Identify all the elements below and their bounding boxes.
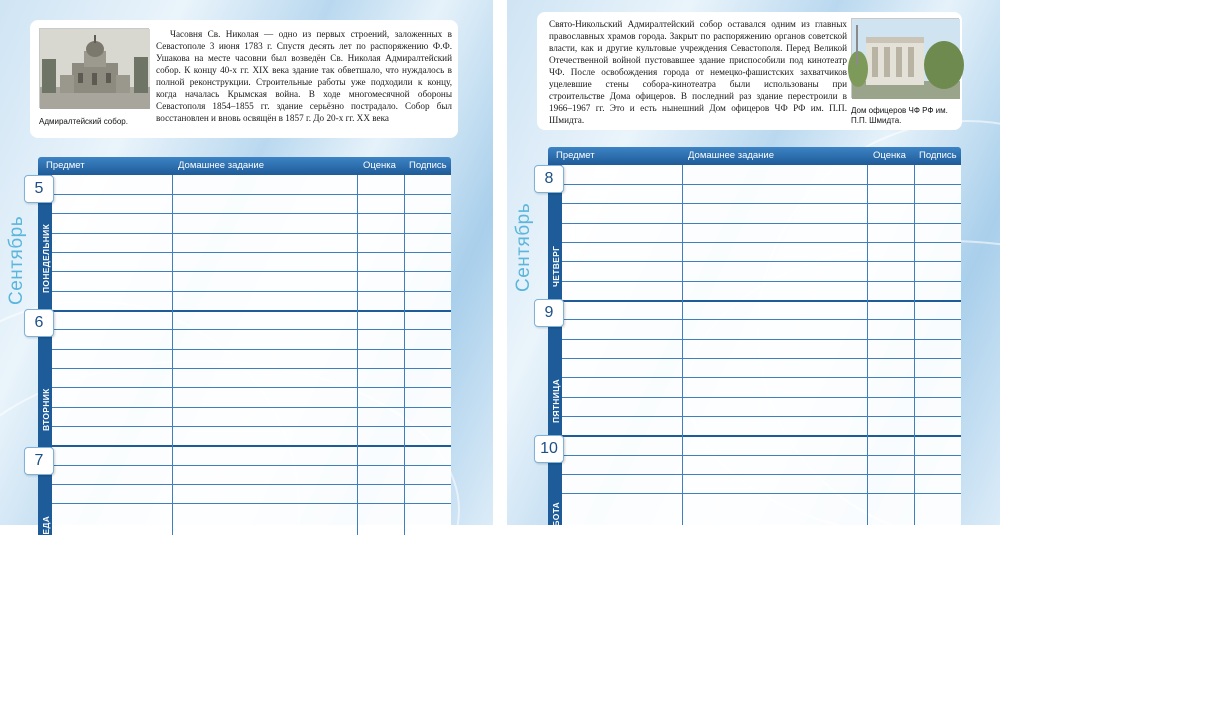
day-number-8: 8 bbox=[534, 165, 564, 193]
cathedral-photo bbox=[39, 28, 149, 108]
history-text: Свято-Никольский Адмиралтейский собор оставался одним из главных православных храмов города. Закрыт по распоряжению органов советской власти, как и другие культовые учреждения Севастополя. Перед Великой Отечественной войной пустовавшее здание приспособили под кинотеатр ЧФ. После освобождения города от немецко-фашистских захватчиков уцелевшие стены собора-кинотеатра были использованы при строительстве Дома офицеров. В последний раз здание перестроили в 1966–1967 гг. Это и есть нынешний Дом офицеров ЧФ РФ им. П.П. Шмидта. bbox=[549, 19, 847, 125]
history-text: Часовня Св. Николая — одно из первых строений, заложенных в Севастополе 3 июня 1783 г. Спустя десять лет по распоряжению Ф.Ф. Ушакова на месте часовни был возведён Св. Николая Адмиралтейский собор. К концу 40-х гг. XIX века здание так обветшало, что нуждалось в полной реконструкции. Строительные работы уже подходили к концу, когда началась Крымская война. В ходе многомесячной обороны Севастополя 1854–1855 гг. здание серьёзно пострадало. Собор был восстановлен и вновь освящён в 1857 г. До 20-х гг. XX века bbox=[156, 29, 452, 123]
day-label-monday: ПОНЕДЕЛЬНИК bbox=[41, 223, 51, 293]
column-signature: Подпись bbox=[409, 160, 447, 171]
photo-caption: Дом офицеров ЧФ РФ им. П.П. Шмидта. bbox=[851, 106, 948, 125]
day-label-wednesday: СРЕДА bbox=[41, 515, 51, 547]
day-label-friday: ПЯТНИЦА bbox=[551, 378, 561, 423]
info-panel bbox=[30, 20, 458, 138]
officers-house-photo bbox=[851, 18, 959, 98]
column-subject: Предмет bbox=[46, 160, 85, 171]
day-label-thursday: ЧЕТВЕРГ bbox=[551, 245, 561, 287]
day-label-tuesday: ВТОРНИК bbox=[41, 388, 51, 431]
column-grade: Оценка bbox=[873, 150, 906, 161]
page-gutter bbox=[493, 0, 507, 525]
right-page bbox=[507, 0, 1000, 545]
day-number-7: 7 bbox=[24, 447, 54, 475]
day-sidebar bbox=[38, 175, 52, 547]
day-sidebar bbox=[548, 165, 562, 545]
table-header bbox=[548, 147, 961, 165]
homework-grid[interactable] bbox=[52, 175, 451, 535]
day-number-6: 6 bbox=[24, 309, 54, 337]
month-label: Сентябрь bbox=[6, 215, 27, 305]
column-signature: Подпись bbox=[919, 150, 957, 161]
day-number-5: 5 bbox=[24, 175, 54, 203]
day-label-saturday: СУББОТА bbox=[551, 501, 561, 545]
homework-grid[interactable] bbox=[562, 165, 961, 525]
left-page bbox=[0, 0, 493, 547]
info-panel bbox=[537, 12, 962, 130]
month-label: Сентябрь bbox=[513, 202, 534, 292]
photo-caption: Адмиралтейский собор. bbox=[39, 117, 128, 126]
column-homework: Домашнее задание bbox=[178, 160, 265, 171]
column-subject: Предмет bbox=[556, 150, 595, 161]
day-number-10: 10 bbox=[534, 435, 564, 463]
table-header bbox=[38, 157, 451, 175]
column-homework: Домашнее задание bbox=[688, 150, 775, 161]
column-grade: Оценка bbox=[363, 160, 396, 171]
day-number-9: 9 bbox=[534, 299, 564, 327]
